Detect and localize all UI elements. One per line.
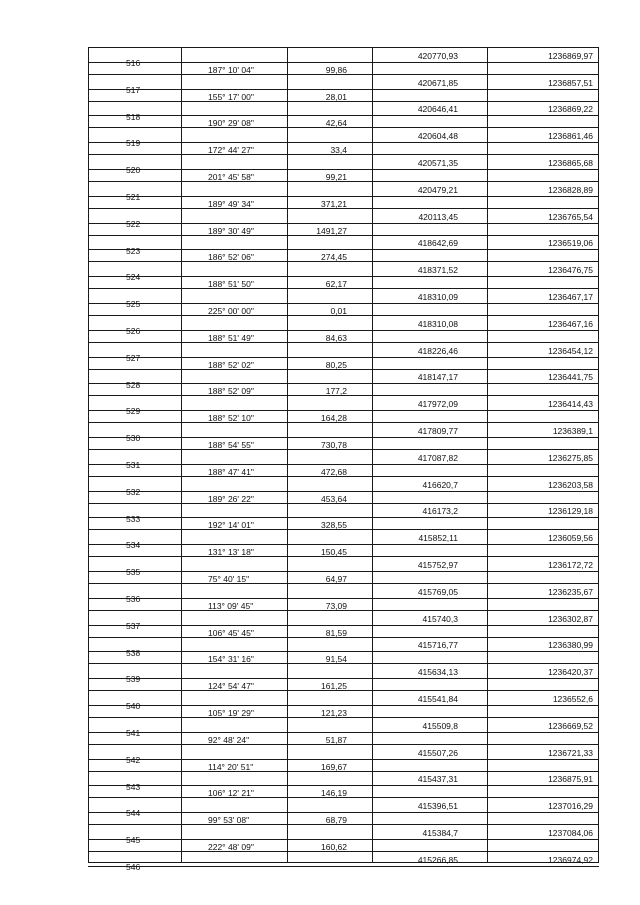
angle-value: 124° 54' 47" <box>208 681 254 692</box>
distance-value: 146,19 <box>321 788 347 799</box>
coordinate-y: 1236552,6 <box>552 693 593 704</box>
angle-value: 92° 48' 24" <box>208 734 250 745</box>
coordinate-y: 1236869,22 <box>548 104 593 115</box>
point-number: 524 <box>126 272 141 283</box>
distance-value: 160,62 <box>321 841 347 852</box>
angle-value: 155° 17' 00" <box>208 91 254 102</box>
coordinate-x: 420571,35 <box>417 157 458 168</box>
coordinate-x: 415740,3 <box>422 613 458 624</box>
point-number: 533 <box>126 513 141 524</box>
point-number: 546 <box>126 862 141 872</box>
angle-value: 188° 51' 50" <box>208 279 254 290</box>
distance-value: 80,25 <box>325 359 347 370</box>
point-number: 539 <box>126 674 141 685</box>
point-number: 516 <box>126 58 141 68</box>
coordinate-y: 1236828,89 <box>548 184 593 195</box>
angle-value: 75° 40' 15" <box>208 573 250 584</box>
coordinate-y: 1236861,46 <box>548 131 593 142</box>
angle-value: 225° 00' 00" <box>208 305 254 316</box>
distance-value: 0,01 <box>330 305 347 316</box>
coordinate-y: 1236865,68 <box>548 157 593 168</box>
angle-value: 222° 48' 09" <box>208 841 254 852</box>
coordinate-y: 1236420,37 <box>548 667 593 678</box>
point-number: 526 <box>126 326 141 336</box>
coordinate-y: 1236235,67 <box>548 586 593 597</box>
coordinate-x: 420646,41 <box>417 104 458 115</box>
angle-value: 188° 52' 09" <box>208 386 254 397</box>
angle-value: 189° 49' 34" <box>208 198 254 209</box>
point-number: 523 <box>126 245 141 256</box>
coordinate-x: 420479,21 <box>417 184 458 195</box>
point-number: 537 <box>126 620 141 631</box>
coordinate-x: 416620,7 <box>422 479 458 490</box>
coordinate-y: 1236129,18 <box>548 506 593 517</box>
coordinate-x: 418371,52 <box>417 265 458 276</box>
distance-value: 150,45 <box>321 547 347 558</box>
point-number: 536 <box>126 594 141 604</box>
distance-value: 274,45 <box>321 252 347 263</box>
coordinate-y: 1236974,92 <box>548 854 593 865</box>
distance-value: 62,17 <box>325 279 347 290</box>
distance-value: 73,09 <box>325 600 347 611</box>
table-top-border <box>88 47 599 48</box>
point-number: 519 <box>126 138 141 149</box>
coordinate-x: 418642,69 <box>417 238 458 249</box>
angle-value: 188° 51' 49" <box>208 332 254 343</box>
distance-value: 371,21 <box>321 198 347 209</box>
distance-value: 68,79 <box>325 815 347 826</box>
distance-value: 51,87 <box>325 734 347 745</box>
angle-value: 188° 47' 41" <box>208 466 254 477</box>
point-number: 532 <box>126 486 141 497</box>
distance-value: 84,63 <box>325 332 347 343</box>
distance-value: 33,4 <box>330 145 347 156</box>
angle-value: 99° 53' 08" <box>208 815 250 826</box>
angle-value: 190° 29' 08" <box>208 118 254 129</box>
coordinate-y: 1236059,56 <box>548 533 593 544</box>
coordinate-y: 1236476,75 <box>548 265 593 276</box>
point-number: 522 <box>126 218 141 229</box>
point-number: 543 <box>126 781 141 792</box>
coordinate-y: 1236275,85 <box>548 452 593 463</box>
coordinate-y: 1236172,72 <box>548 559 593 570</box>
angle-value: 105° 19' 29" <box>208 707 254 718</box>
point-number: 525 <box>126 299 141 310</box>
angle-value: 188° 54' 55" <box>208 439 254 450</box>
distance-value: 161,25 <box>321 681 347 692</box>
coordinate-y: 1236765,54 <box>548 211 593 222</box>
coordinate-x: 420113,45 <box>418 211 458 222</box>
distance-value: 91,54 <box>325 654 347 665</box>
coordinate-x: 415769,05 <box>417 586 458 597</box>
coordinate-x: 415384,7 <box>422 827 458 838</box>
distance-value: 453,64 <box>321 493 347 504</box>
coordinate-x: 415266,85 <box>417 854 458 865</box>
distance-value: 328,55 <box>321 520 347 531</box>
coordinate-x: 418147,17 <box>417 372 458 383</box>
angle-value: 187° 10' 04" <box>208 64 254 75</box>
point-number: 542 <box>126 754 141 765</box>
coordinate-x: 420604,48 <box>417 131 458 142</box>
point-number: 544 <box>126 808 141 819</box>
distance-value: 177,2 <box>325 386 347 397</box>
point-number: 518 <box>126 111 141 122</box>
angle-value: 172° 44' 27" <box>208 145 254 156</box>
distance-value: 164,28 <box>321 413 347 424</box>
coordinate-y: 1236302,87 <box>548 613 593 624</box>
point-number: 527 <box>126 352 141 363</box>
coordinate-x: 415396,51 <box>417 801 458 812</box>
coordinate-x: 420770,93 <box>417 50 458 61</box>
coordinate-y: 1236467,17 <box>548 291 593 302</box>
coordinate-y: 1236669,52 <box>548 720 593 731</box>
point-number: 530 <box>126 433 141 444</box>
coordinate-x: 417809,77 <box>417 425 458 436</box>
distance-value: 99,86 <box>325 64 347 75</box>
coordinate-x: 415507,26 <box>417 747 458 758</box>
point-number: 545 <box>126 835 141 846</box>
coordinate-x: 415852,11 <box>418 533 458 544</box>
angle-value: 113° 09' 45" <box>208 600 254 611</box>
angle-value: 188° 52' 02" <box>208 359 254 370</box>
coordinate-x: 415752,97 <box>417 559 458 570</box>
coordinate-y: 1236389,1 <box>552 425 593 436</box>
point-number: 540 <box>126 701 141 712</box>
coordinate-x: 418310,09 <box>417 291 458 302</box>
point-number: 531 <box>126 460 141 470</box>
coordinate-y: 1236519,06 <box>548 238 593 249</box>
coordinate-x: 415509,8 <box>422 720 458 731</box>
point-number: 521 <box>126 192 141 202</box>
point-number: 529 <box>126 406 141 417</box>
angle-value: 186° 52' 06" <box>208 252 254 263</box>
coordinate-x: 417972,09 <box>417 399 458 410</box>
coordinate-y: 1236380,99 <box>548 640 593 651</box>
coordinate-y: 1237084,06 <box>548 827 593 838</box>
coordinate-y: 1236454,12 <box>548 345 593 356</box>
angle-value: 192° 14' 01" <box>208 520 254 531</box>
angle-value: 106° 12' 21" <box>208 788 254 799</box>
coordinate-x: 418226,46 <box>417 345 458 356</box>
coordinate-y: 1236869,97 <box>548 50 593 61</box>
point-number: 517 <box>126 84 141 95</box>
distance-value: 472,68 <box>321 466 347 477</box>
point-number: 534 <box>126 540 141 551</box>
angle-value: 189° 30' 49" <box>208 225 254 236</box>
coordinate-y: 1236414,43 <box>548 399 593 410</box>
coordinate-x: 415716,77 <box>417 640 458 651</box>
point-number: 528 <box>126 379 141 390</box>
coordinate-y: 1236875,91 <box>548 774 593 785</box>
coordinate-x: 415541,84 <box>417 693 458 704</box>
coordinate-x: 417087,82 <box>417 452 458 463</box>
distance-value: 169,67 <box>321 761 347 772</box>
coordinate-x: 416173,2 <box>422 506 458 517</box>
distance-value: 1491,27 <box>316 225 347 236</box>
angle-value: 154° 31' 16" <box>208 654 254 665</box>
distance-value: 730,78 <box>321 439 347 450</box>
angle-value: 131° 13' 18" <box>208 547 254 558</box>
distance-value: 28,01 <box>325 91 347 102</box>
distance-value: 81,59 <box>325 627 347 638</box>
angle-value: 106° 45' 45" <box>208 627 254 638</box>
distance-value: 99,21 <box>325 171 347 182</box>
angle-value: 189° 26' 22" <box>208 493 254 504</box>
coordinate-y: 1236203,58 <box>548 479 593 490</box>
coordinate-x: 415634,13 <box>417 667 458 678</box>
coordinate-y: 1236467,16 <box>548 318 593 329</box>
coordinate-y: 1236441,75 <box>548 372 593 383</box>
point-number: 535 <box>126 567 141 578</box>
coordinate-x: 418310,08 <box>417 318 458 329</box>
distance-value: 64,97 <box>325 573 347 584</box>
point-number: 538 <box>126 647 141 658</box>
coordinate-x: 415437,31 <box>417 774 458 785</box>
angle-value: 114° 20' 51" <box>208 761 254 772</box>
point-number: 520 <box>126 165 141 176</box>
coordinate-y: 1236857,51 <box>548 77 593 88</box>
coordinate-y: 1237016,29 <box>548 801 593 812</box>
coordinate-y: 1236721,33 <box>548 747 593 758</box>
distance-value: 121,23 <box>321 707 347 718</box>
angle-value: 188° 52' 10" <box>208 413 254 424</box>
distance-value: 42,64 <box>325 118 347 129</box>
point-number: 541 <box>126 728 141 738</box>
coordinate-x: 420671,85 <box>417 77 458 88</box>
angle-value: 201° 45' 58" <box>208 171 254 182</box>
